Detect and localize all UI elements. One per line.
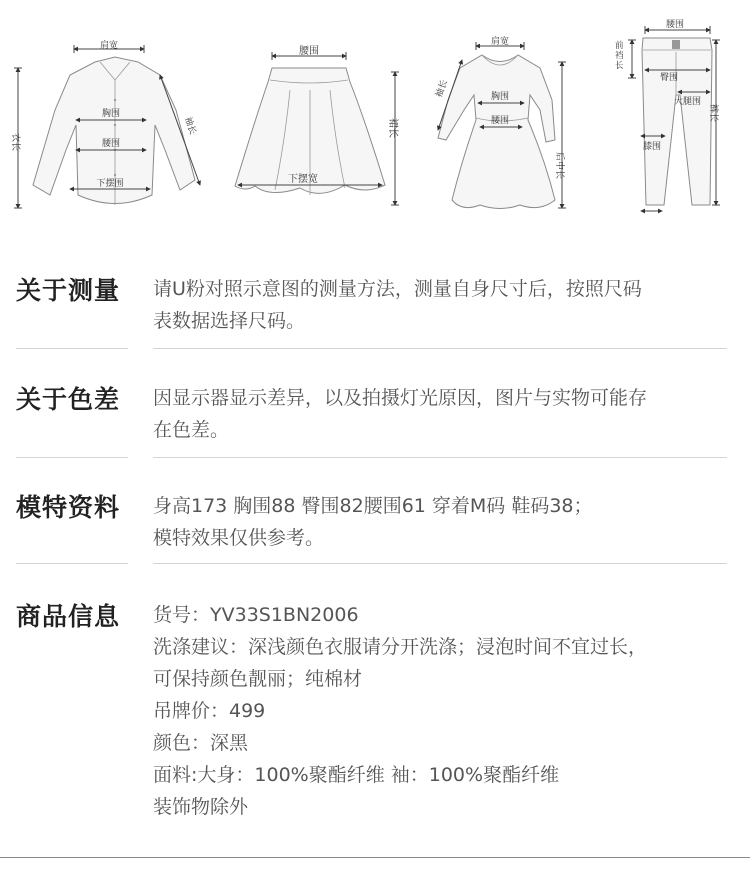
- bottom-divider: [0, 857, 750, 858]
- dress-back-length-label: 后中长: [554, 152, 564, 180]
- section-line: 颜色：深黑: [153, 732, 249, 754]
- dress-shoulder-label: 肩宽: [490, 37, 510, 47]
- skirt-length-label: 裙长: [387, 118, 398, 138]
- skirt-hem-label: 下摆宽: [288, 174, 318, 185]
- pants-illustration: [642, 38, 712, 205]
- section-title: 关于测量: [16, 276, 121, 305]
- section-line: 因显示器显示差异，以及拍摄灯光原因，图片与实物可能存: [153, 387, 648, 409]
- pants-length-label: 裤长: [708, 104, 718, 123]
- section-line: 表数据选择尺码。: [153, 310, 306, 332]
- section-line: 模特效果仅供参考。: [153, 527, 325, 549]
- section-title: 模特资料: [16, 493, 121, 522]
- section-title: 商品信息: [16, 602, 121, 631]
- divider: [153, 348, 727, 349]
- section-line: 在色差。: [153, 419, 230, 441]
- pants-thigh-label: 大腿围: [674, 97, 702, 107]
- section-body: [153, 490, 733, 554]
- shirt-chest-label: 胸围: [101, 109, 121, 119]
- section-body: [153, 599, 733, 823]
- divider: [16, 457, 128, 458]
- pants-knee-label: 膝围: [643, 142, 662, 152]
- section-line: 请U粉对照示意图的测量方法，测量自身尺寸后，按照尺码: [153, 278, 642, 300]
- pants-waist-label: 腰围: [665, 20, 685, 30]
- shirt-waist-label: 腰围: [101, 139, 121, 149]
- section-body: [153, 382, 733, 446]
- dress-waist-label: 腰围: [490, 116, 510, 126]
- pants-rise-label: 前裆长: [615, 41, 624, 71]
- section-line: 可保持颜色靓丽；纯棉材: [153, 668, 363, 690]
- divider: [153, 563, 727, 564]
- section-line: 货号：YV33S1BN2006: [153, 604, 359, 626]
- pants-hip-label: 臀围: [660, 73, 679, 83]
- section-line: 面料:大身：100%聚酯纤维 袖：100%聚酯纤维: [153, 764, 560, 786]
- section-line: 身高173 胸围88 臀围82腰围61 穿着M码 鞋码38；: [153, 495, 593, 517]
- divider: [153, 457, 727, 458]
- section-body: [153, 273, 733, 337]
- section-line: 装饰物除外: [153, 796, 249, 818]
- section-title: 关于色差: [16, 385, 121, 414]
- skirt-waist-label: 腰围: [299, 46, 319, 57]
- shirt-hem-label: 下摆围: [96, 179, 124, 189]
- shirt-length-label: 衣长: [10, 133, 20, 152]
- divider: [16, 563, 128, 564]
- shirt-sleeve-label: 袖长: [182, 115, 198, 137]
- dress-sleeve-label: 袖长: [434, 78, 450, 100]
- divider: [16, 348, 128, 349]
- shirt-shoulder-label: 肩宽: [99, 41, 119, 51]
- dress-chest-label: 胸围: [490, 92, 510, 102]
- measurement-diagram: [0, 0, 750, 230]
- section-line: 吊牌价：499: [153, 700, 266, 722]
- section-line: 洗涤建议：深浅颜色衣服请分开洗涤；浸泡时间不宜过长，: [153, 636, 648, 658]
